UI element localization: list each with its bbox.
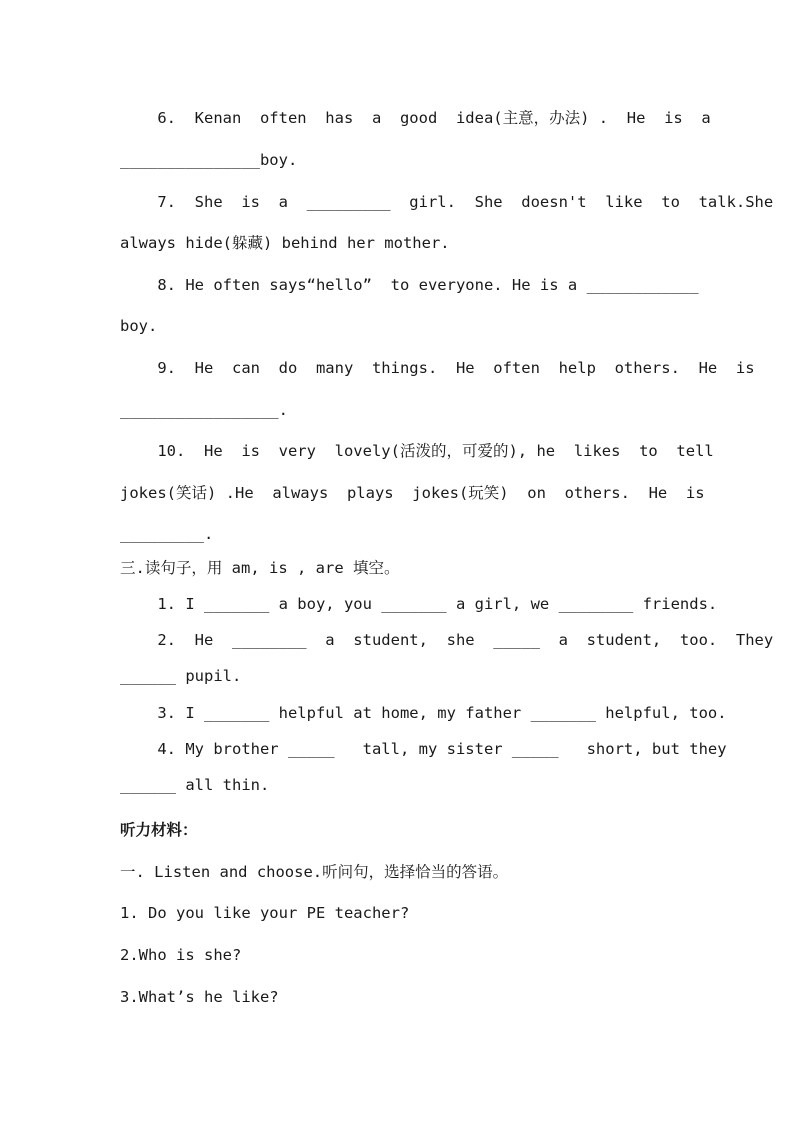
question-10-line-2: jokes(笑话) .He always plays jokes(玩笑) on others. He is bbox=[120, 484, 705, 502]
question-7-line-2: always hide(躲藏) behind her mother. bbox=[120, 234, 450, 252]
section-3-question-2-line-2: ______ pupil. bbox=[120, 667, 242, 685]
listening-item-2: 2.Who is she? bbox=[120, 946, 242, 964]
listening-item-1: 1. Do you like your PE teacher? bbox=[120, 904, 410, 922]
question-7-line-1: 7. She is a _________ girl. She doesn't like to talk.She bbox=[120, 193, 774, 211]
section-3-heading: 三.读句子，用 am, is , are 填空。 bbox=[120, 559, 400, 577]
question-8-line-2: boy. bbox=[120, 317, 158, 335]
question-10-line-3: _________. bbox=[120, 525, 214, 543]
listening-part-1-title: 一. Listen and choose.听问句，选择恰当的答语。 bbox=[120, 863, 509, 881]
section-3-question-4-line-1: 4. My brother _____ tall, my sister _____ short, but they bbox=[120, 740, 727, 758]
question-10-line-1: 10. He is very lovely(活泼的，可爱的), he likes to tell bbox=[120, 442, 714, 460]
question-9-line-1: 9. He can do many things. He often help others. He is bbox=[120, 359, 755, 377]
section-3-question-2-line-1: 2. He ________ a student, she _____ a student, too. They bbox=[120, 631, 774, 649]
section-3-question-1: 1. I _______ a boy, you _______ a girl, we ________ friends. bbox=[120, 595, 718, 613]
question-6-line-1: 6. Kenan often has a good idea(主意，办法) . He is a bbox=[120, 109, 711, 127]
section-3-question-3: 3. I _______ helpful at home, my father _______ helpful, too. bbox=[120, 704, 727, 722]
listening-item-3: 3.What’s he like? bbox=[120, 988, 279, 1006]
question-9-line-2: _________________. bbox=[120, 401, 288, 419]
question-6-line-2: _______________boy. bbox=[120, 151, 298, 169]
question-8-line-1: 8. He often says“hello” to everyone. He is a ____________ bbox=[120, 276, 699, 294]
section-3-question-4-line-2: ______ all thin. bbox=[120, 776, 270, 794]
listening-heading: 听力材料： bbox=[120, 821, 198, 839]
